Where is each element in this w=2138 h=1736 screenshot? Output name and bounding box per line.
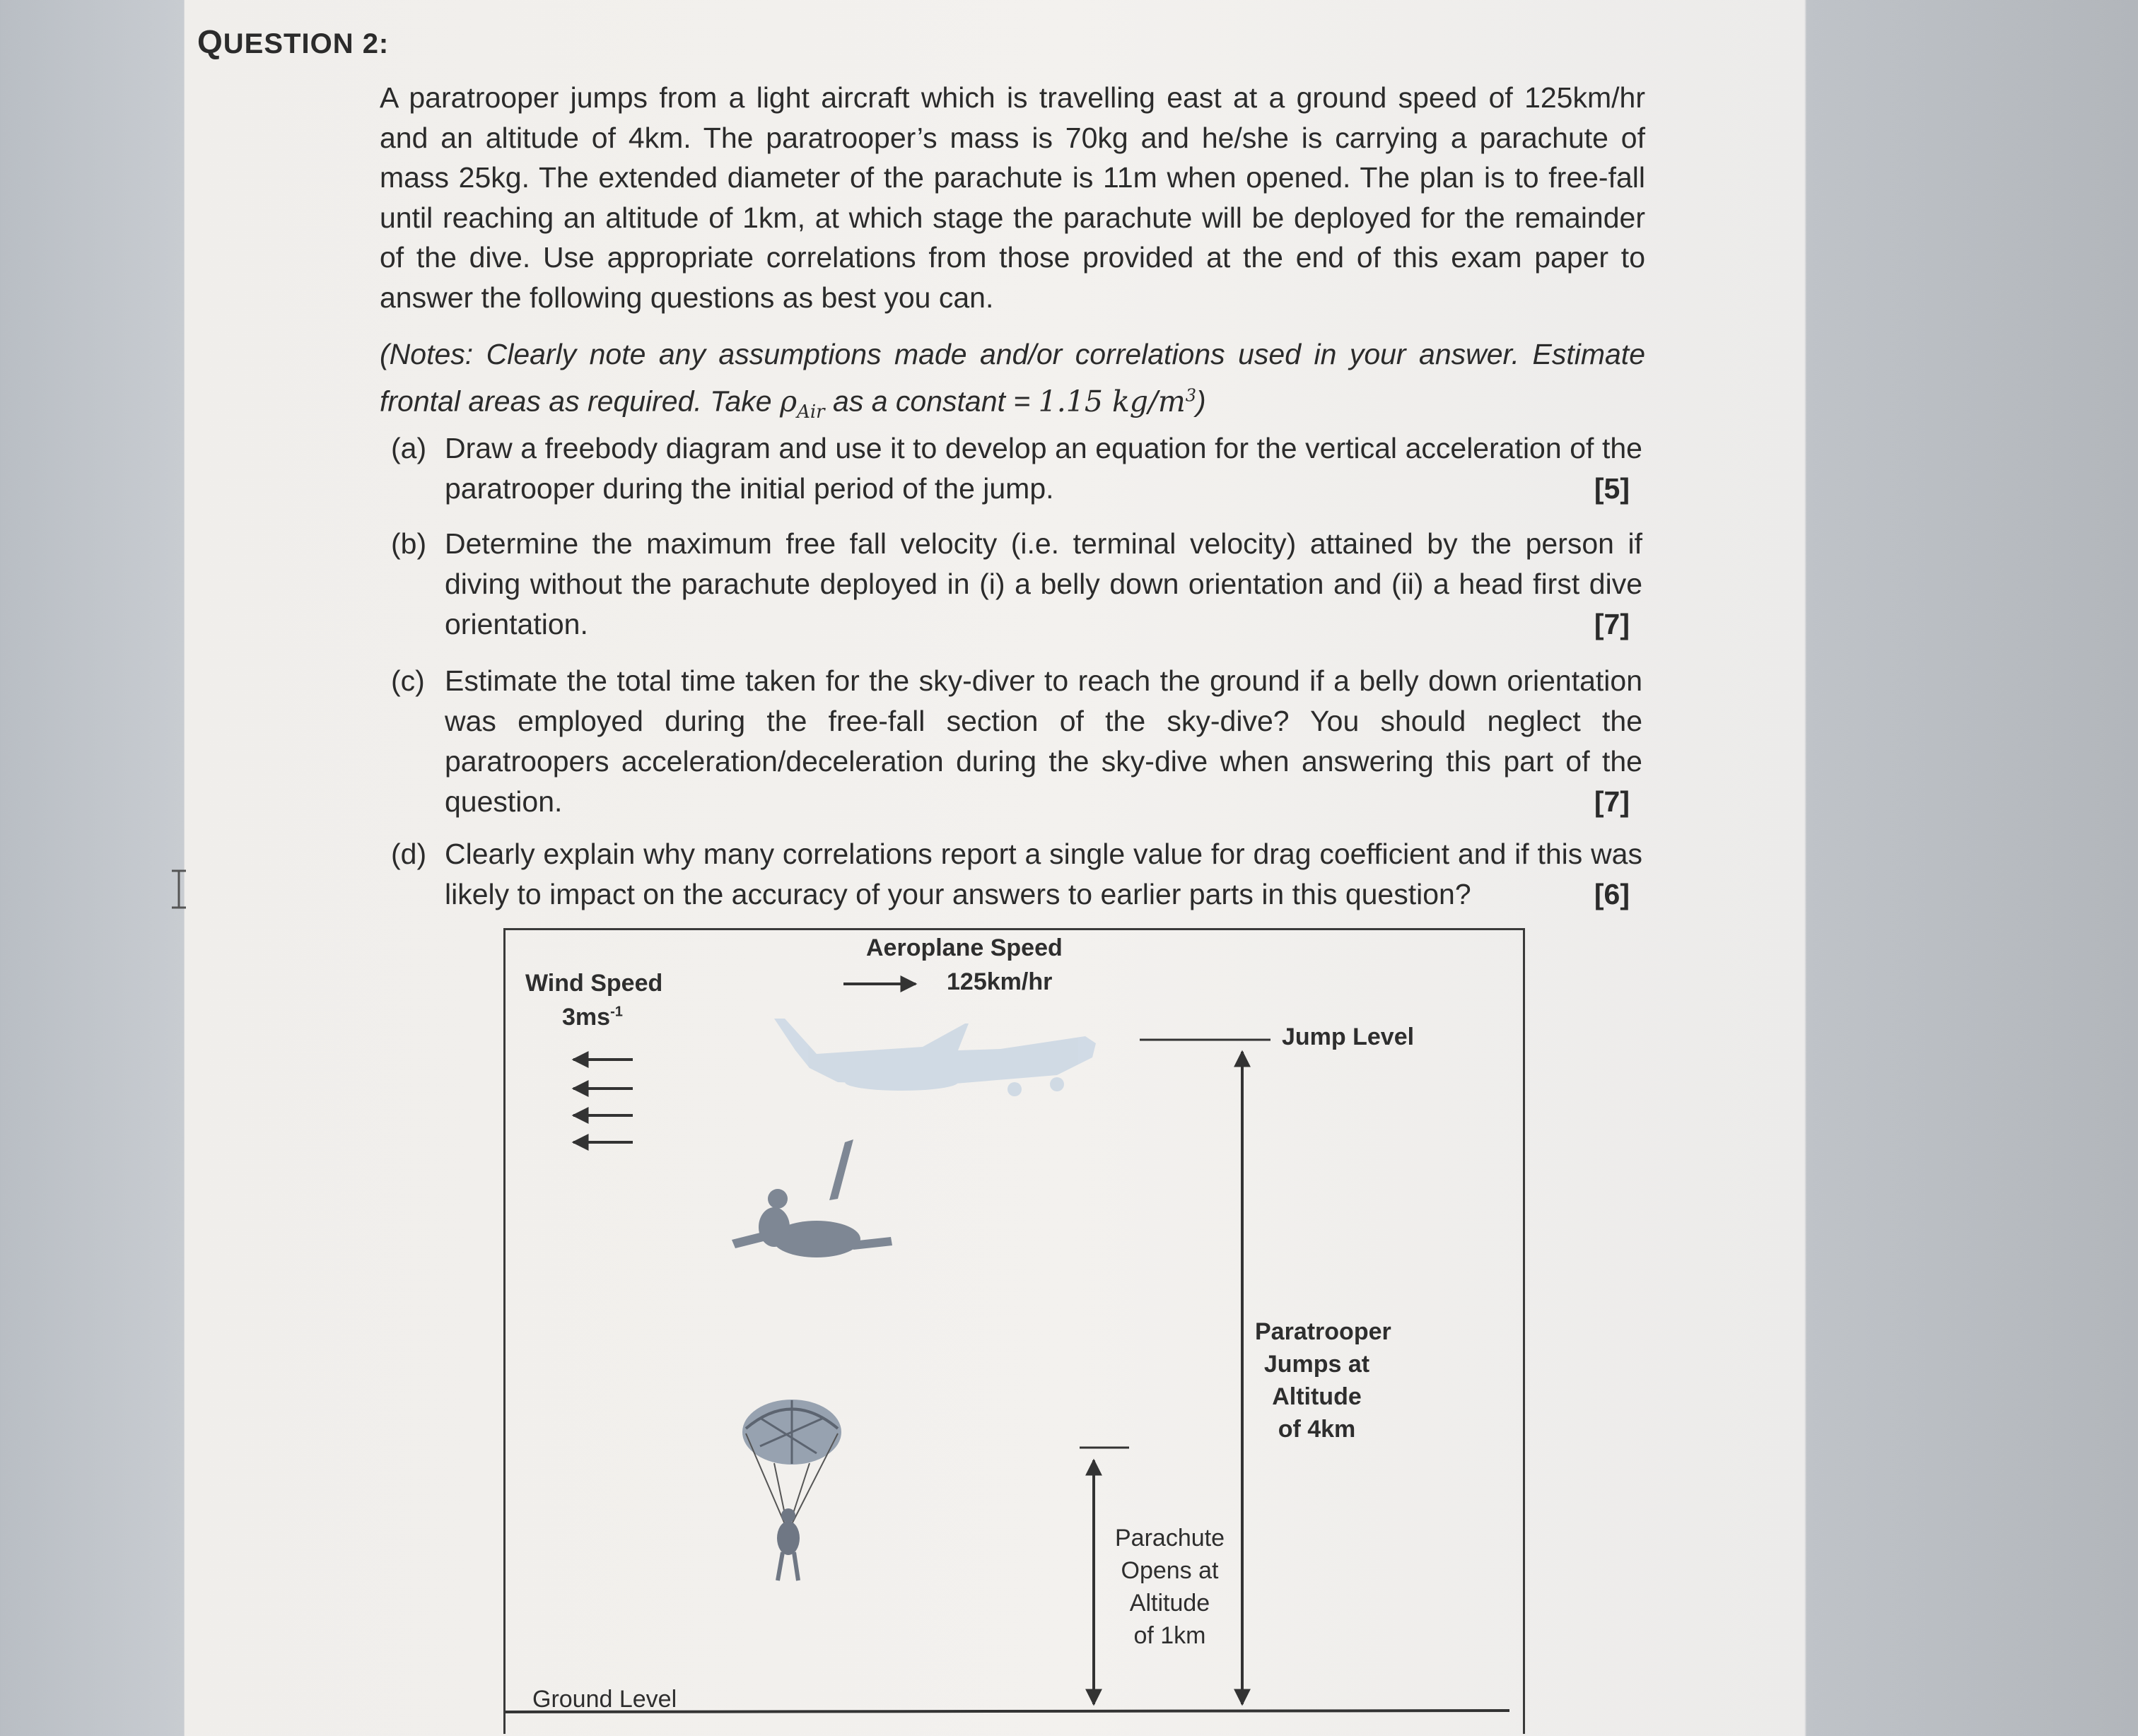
skydiver-icon xyxy=(732,1139,892,1257)
question-title: QUESTION 2: xyxy=(197,23,390,60)
part-marks: [6] xyxy=(1594,878,1630,910)
jump-altitude-note: Paratrooper Jumps at Altitude of 4km xyxy=(1255,1318,1391,1443)
wind-speed-title: Wind Speed xyxy=(525,970,663,997)
wind-speed-value: $3ms^{-1}$ xyxy=(562,1004,623,1031)
question-paragraph: A paratrooper jumps from a light aircraft which is travelling east at a ground speed of 125km/hr and an altitude of 4km. The paratrooper’s mass is 70kg and he/she is carrying a parachute of mass 25kg. The extended diameter of the parachute is 11m when opened. The plan is to free-fall until reaching an altitude of 1km, at which stage the parachute will be deployed for the remainder of the dive. Use appropriate correlations from those provided at the end of this exam paper to answer the following questions as best you can. xyxy=(380,81,1645,314)
part-marks: [7] xyxy=(1594,785,1630,818)
aircraft-icon xyxy=(774,1019,1096,1096)
question-part-d xyxy=(391,834,1642,915)
jump-diagram xyxy=(503,928,1525,1734)
part-label: (c) xyxy=(391,664,425,697)
part-text: Clearly explain why many correlations report a single value for drag coefficient and if this was likely to impact on the accuracy of your answers to earlier parts in this question? xyxy=(445,838,1642,910)
jump-level-label: Jump Level xyxy=(1282,1024,1415,1050)
parachutist-icon xyxy=(742,1400,841,1580)
part-label: (a) xyxy=(391,432,427,464)
part-text: Draw a freebody diagram and use it to develop an equation for the vertical acceleration of the paratrooper during the initial period of the jump. xyxy=(445,432,1642,505)
part-marks: [7] xyxy=(1594,608,1630,640)
part-text: Estimate the total time taken for the sky-diver to reach the ground if a belly down orientation was employed during the free-fall section of the sky-dive? You should neglect the paratroopers acceleration/deceleration during the sky-dive when answering this part of the question. xyxy=(445,664,1642,818)
part-text: Determine the maximum free fall velocity (i.e. terminal velocity) attained by the person if diving without the parachute deployed in (i) a belly down orientation and (ii) a head first dive orientation. xyxy=(445,527,1642,640)
wind-arrows-icon xyxy=(573,1060,633,1142)
question-part-c xyxy=(391,661,1642,822)
part-label: (b) xyxy=(391,527,427,560)
question-part-a xyxy=(391,428,1642,509)
notes: (Notes: Clearly note any assumptions made and/or correlations used in your answer. Estimate frontal areas as required. Take $\rho_{Air}$ as a constant = 1.15 $kg/m^3$) xyxy=(380,338,1645,423)
plane-speed-value: 125km/hr xyxy=(947,968,1053,995)
part-label: (d) xyxy=(391,838,427,870)
ground-level-label: Ground Level xyxy=(532,1686,677,1713)
part-marks: [5] xyxy=(1594,472,1630,505)
plane-speed-title: Aeroplane Speed xyxy=(866,934,1063,961)
chute-altitude-note: Parachute Opens at Altitude of 1km xyxy=(1115,1525,1225,1649)
question-part-b xyxy=(391,524,1642,645)
